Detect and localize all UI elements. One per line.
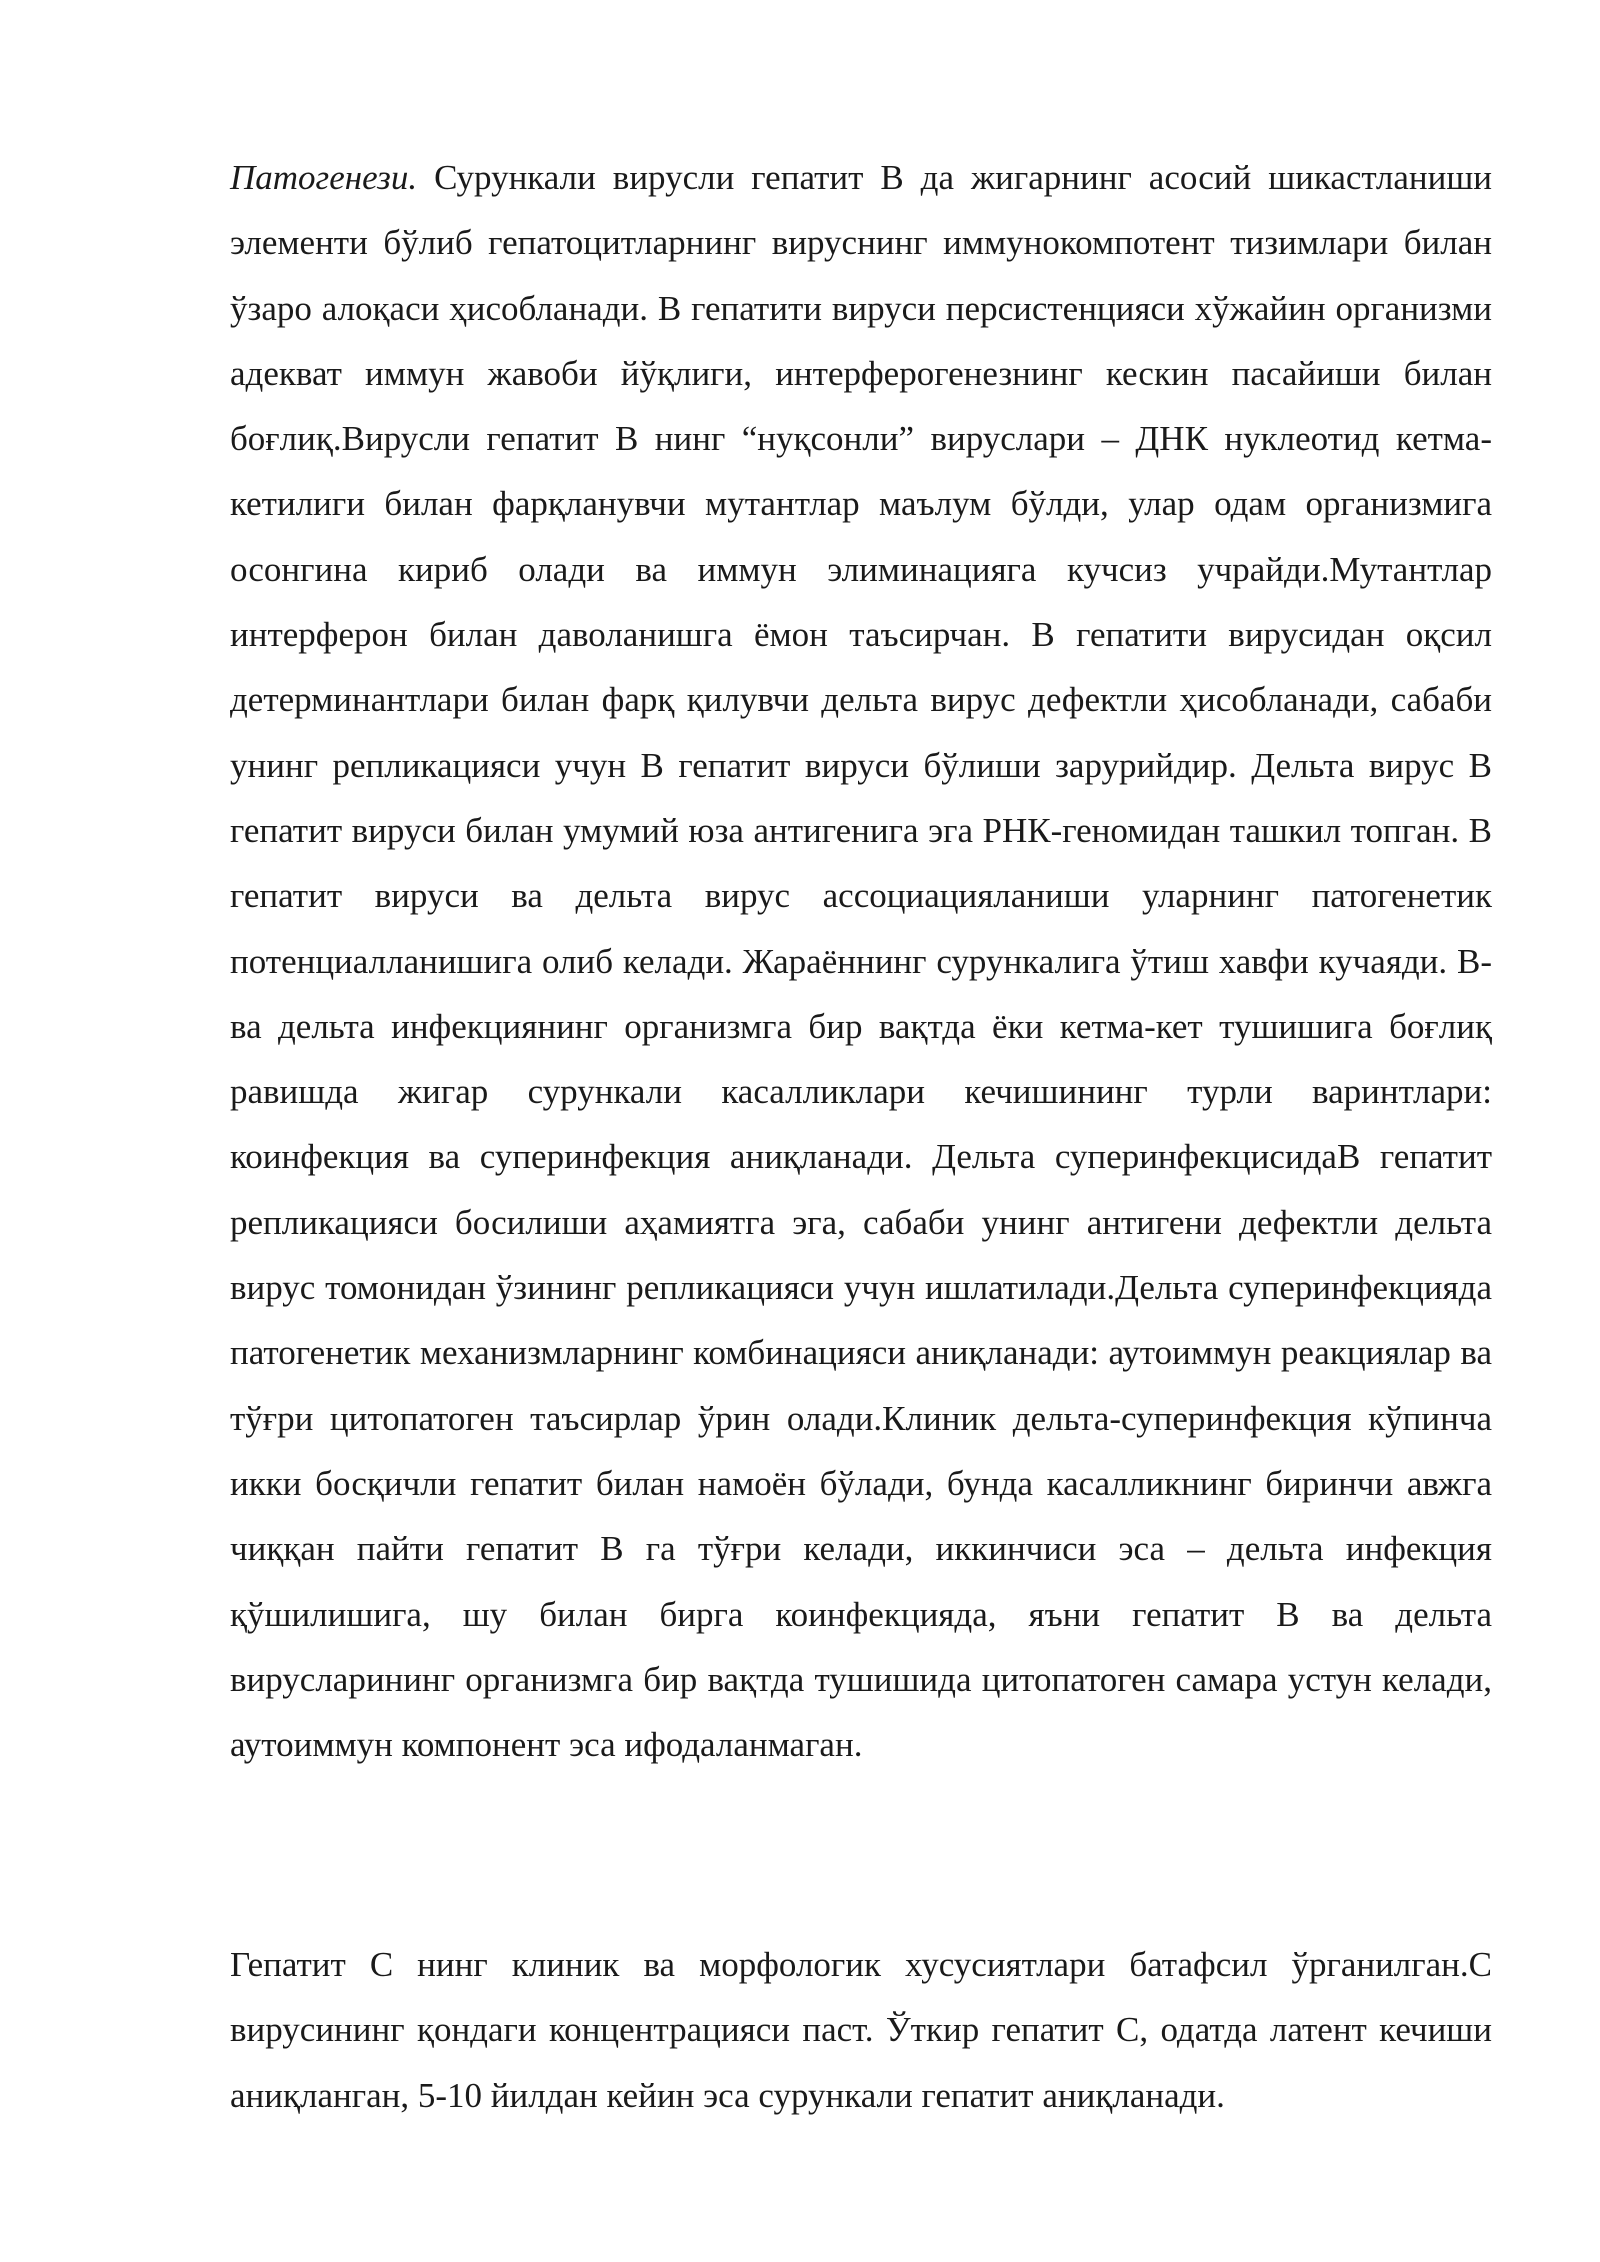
paragraph-lead-heading: Патогенези. (230, 158, 418, 197)
paragraph-text: Гепатит С нинг клиник ва морфологик хусусиятлари батафсил ўрганилган.С вирусининг қондаги концентрацияси паст. Ўткир гепатит С, одатда латент кечиши аниқланган, 5-10 йилдан кейин эса сурункали гепатит аниқланади. (230, 1945, 1492, 2115)
paragraph-pathogenesis (230, 145, 1492, 1777)
paragraph-hepatitis-c (230, 1932, 1492, 2128)
paragraph-text: Сурункали вирусли гепатит В да жигарнинг асосий шикастланиши элементи бўлиб гепатоцитларнинг вируснинг иммунокомпотент тизимлари билан ўзаро алоқаси ҳисобланади. В гепатити вируси персистенцияси хўжайин организми адекват иммун жавоби йўқлиги, интерферогенезнинг кескин пасайиши билан боғлиқ.Вирусли гепатит В нинг “нуқсонли” вируслари – ДНК нуклеотид кетма-кетилиги билан фарқланувчи мутантлар маълум бўлди, улар одам организмига осонгина кириб олади ва иммун элиминацияга кучсиз учрайди.Мутантлар интерферон билан даволанишга ёмон таъсирчан. В гепатити вирусидан оқсил детерминантлари билан фарқ қилувчи дельта вирус дефектли ҳисобланади, сабаби унинг репликацияси учун В гепатит вируси бўлиши зарурийдир. Дельта вирус В гепатит вируси билан умумий юза антигенига эга РНК-геномидан ташкил топган. В гепатит вируси ва дельта вирус ассоциацияланиши уларнинг патогенетик потенциалланишига олиб келади. Жараённинг сурункалига ўтиш хавфи кучаяди. В- ва дельта инфекциянинг организмга бир вақтда ёки кетма-кет тушишига боғлиқ равишда жигар сурункали касалликлари кечишининг турли варинтлари: коинфекция ва суперинфекция аниқланади. Дельта суперинфекцисидаВ гепатит репликацияси босилиши аҳамиятга эга, сабаби унинг антигени дефектли дельта вирус томонидан ўзининг репликацияси учун ишлатилади.Дельта суперинфекцияда патогенетик механизмларнинг комбинацияси аниқланади: аутоиммун реакциялар ва тўғри цитопатоген таъсирлар ўрин олади.Клиник дельта-суперинфекция кўпинча икки босқичли гепатит билан намоён бўлади, бунда касалликнинг биринчи авжга чиққан пайти гепатит В га тўғри келади, иккинчиси эса – дельта инфекция қўшилишига, шу билан бирга коинфекцияда, яъни гепатит В ва дельта вирусларининг организмга бир вақтда тушишида цитопатоген самара устун келади, аутоиммун компонент эса ифодаланмаган. (230, 158, 1492, 1765)
